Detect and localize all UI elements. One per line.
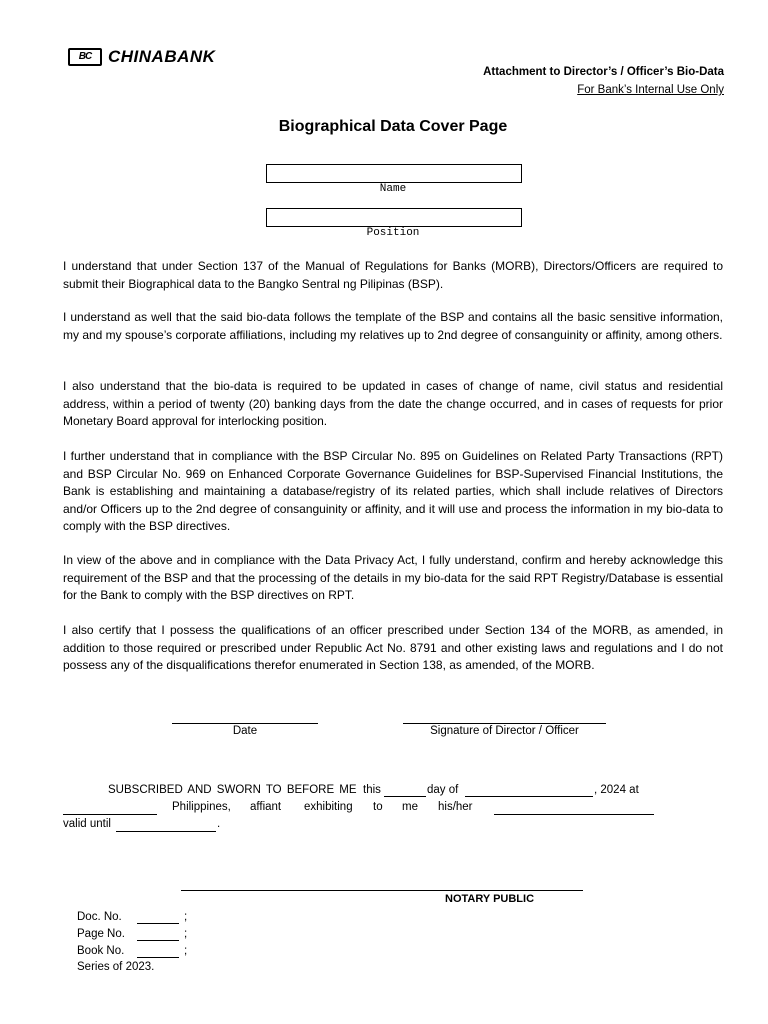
position-label: Position	[366, 227, 420, 239]
book-no-blank[interactable]	[137, 957, 179, 958]
signature-line[interactable]	[403, 723, 606, 724]
sworn-me: me	[402, 801, 418, 813]
page-no-label: Page No.	[77, 928, 125, 940]
sworn-id-blank[interactable]	[494, 814, 654, 815]
sworn-valid-blank[interactable]	[116, 831, 216, 832]
paragraph-5: In view of the above and in compliance with the Data Privacy Act, I fully understand, confirm and hereby acknowledge this requirement of the BSP and that the processing of the details in my bio-data for the said RPT Registry/Database is essential for the Bank to comply with the BSP directives on RPT.	[63, 553, 723, 602]
chinabank-logo-mark: BC	[68, 48, 102, 66]
sworn-exhibiting: exhibiting	[304, 801, 353, 813]
date-label: Date	[232, 725, 258, 737]
sworn-philippines: Philippines,	[172, 801, 231, 813]
doc-no-semicolon: ;	[184, 911, 188, 923]
page-no-semicolon: ;	[184, 928, 188, 940]
sworn-this: this	[363, 784, 381, 796]
sworn-to: to	[373, 801, 383, 813]
signature-label: Signature of Director / Officer	[430, 725, 579, 737]
book-no-semicolon: ;	[184, 945, 188, 957]
paragraph-1: I understand that under Section 137 of the Manual of Regulations for Banks (MORB), Directors/Officers are required to submit their Biographical data to the Bangko Sentral ng Pilipinas (BSP).	[63, 259, 723, 291]
sworn-valid-until: valid until	[63, 818, 111, 830]
internal-use-note: For Bank’s Internal Use Only	[577, 84, 724, 96]
position-field[interactable]	[266, 208, 522, 227]
page-no-blank[interactable]	[137, 940, 179, 941]
book-no-label: Book No.	[77, 945, 125, 957]
attachment-header: Attachment to Director’s / Officer’s Bio-Data	[483, 66, 724, 78]
sworn-subscribed: SUBSCRIBED AND SWORN TO BEFORE ME	[108, 784, 357, 796]
paragraph-3: I also understand that the bio-data is required to be updated in cases of change of name, civil status and residential address, within a period of twenty (20) banking days from the date the change occurred, and in cases of requests for prior Monetary Board approval for interlocking position.	[63, 379, 723, 428]
doc-no-label: Doc. No.	[77, 911, 122, 923]
sworn-day-blank[interactable]	[384, 796, 426, 797]
name-field[interactable]	[266, 164, 522, 183]
sworn-day-of: day of	[427, 784, 459, 796]
name-label: Name	[379, 183, 407, 195]
date-line[interactable]	[172, 723, 318, 724]
paragraph-2: I understand as well that the said bio-data follows the template of the BSP and contains all the basic sensitive information, my and my spouse’s corporate affiliations, including my relatives up to 2nd degree of consanguinity or affinity, among others.	[63, 310, 723, 342]
sworn-place-blank[interactable]	[63, 814, 157, 815]
notary-public-label: NOTARY PUBLIC	[445, 893, 535, 905]
chinabank-logo	[68, 47, 215, 67]
sworn-month-blank[interactable]	[465, 796, 593, 797]
chinabank-logo-text: CHINABANK	[108, 47, 216, 66]
sworn-his-her: his/her	[438, 801, 473, 813]
sworn-year-at: , 2024 at	[594, 784, 639, 796]
sworn-affiant: affiant	[250, 801, 282, 813]
doc-no-blank[interactable]	[137, 923, 179, 924]
paragraph-6: I also certify that I possess the qualifications of an officer prescribed under Section 134 of the MORB, as amended, in addition to those required or prescribed under Republic Act No. 8791 and other existing laws and regulations and I do not possess any of the disqualifications therefor enumerated in Section 138, as amended, of the MORB.	[63, 623, 723, 672]
series-label: Series of 2023.	[77, 961, 155, 973]
sworn-period: .	[217, 818, 221, 830]
page-title: Biographical Data Cover Page	[278, 118, 508, 135]
notary-signature-line[interactable]	[181, 890, 583, 891]
paragraph-4: I further understand that in compliance with the BSP Circular No. 895 on Guidelines on Related Party Transactions (RPT) and BSP Circular No. 969 on Enhanced Corporate Governance Guidelines for BSP-Supervised Financial Institutions, the Bank is establishing and maintaining a database/registry of its related parties, which shall include relatives of Directors and/or Officers up to the 2nd degree of consanguinity or affinity, and it will use and process the information in my bio-data to comply with the BSP directives.	[63, 449, 723, 533]
